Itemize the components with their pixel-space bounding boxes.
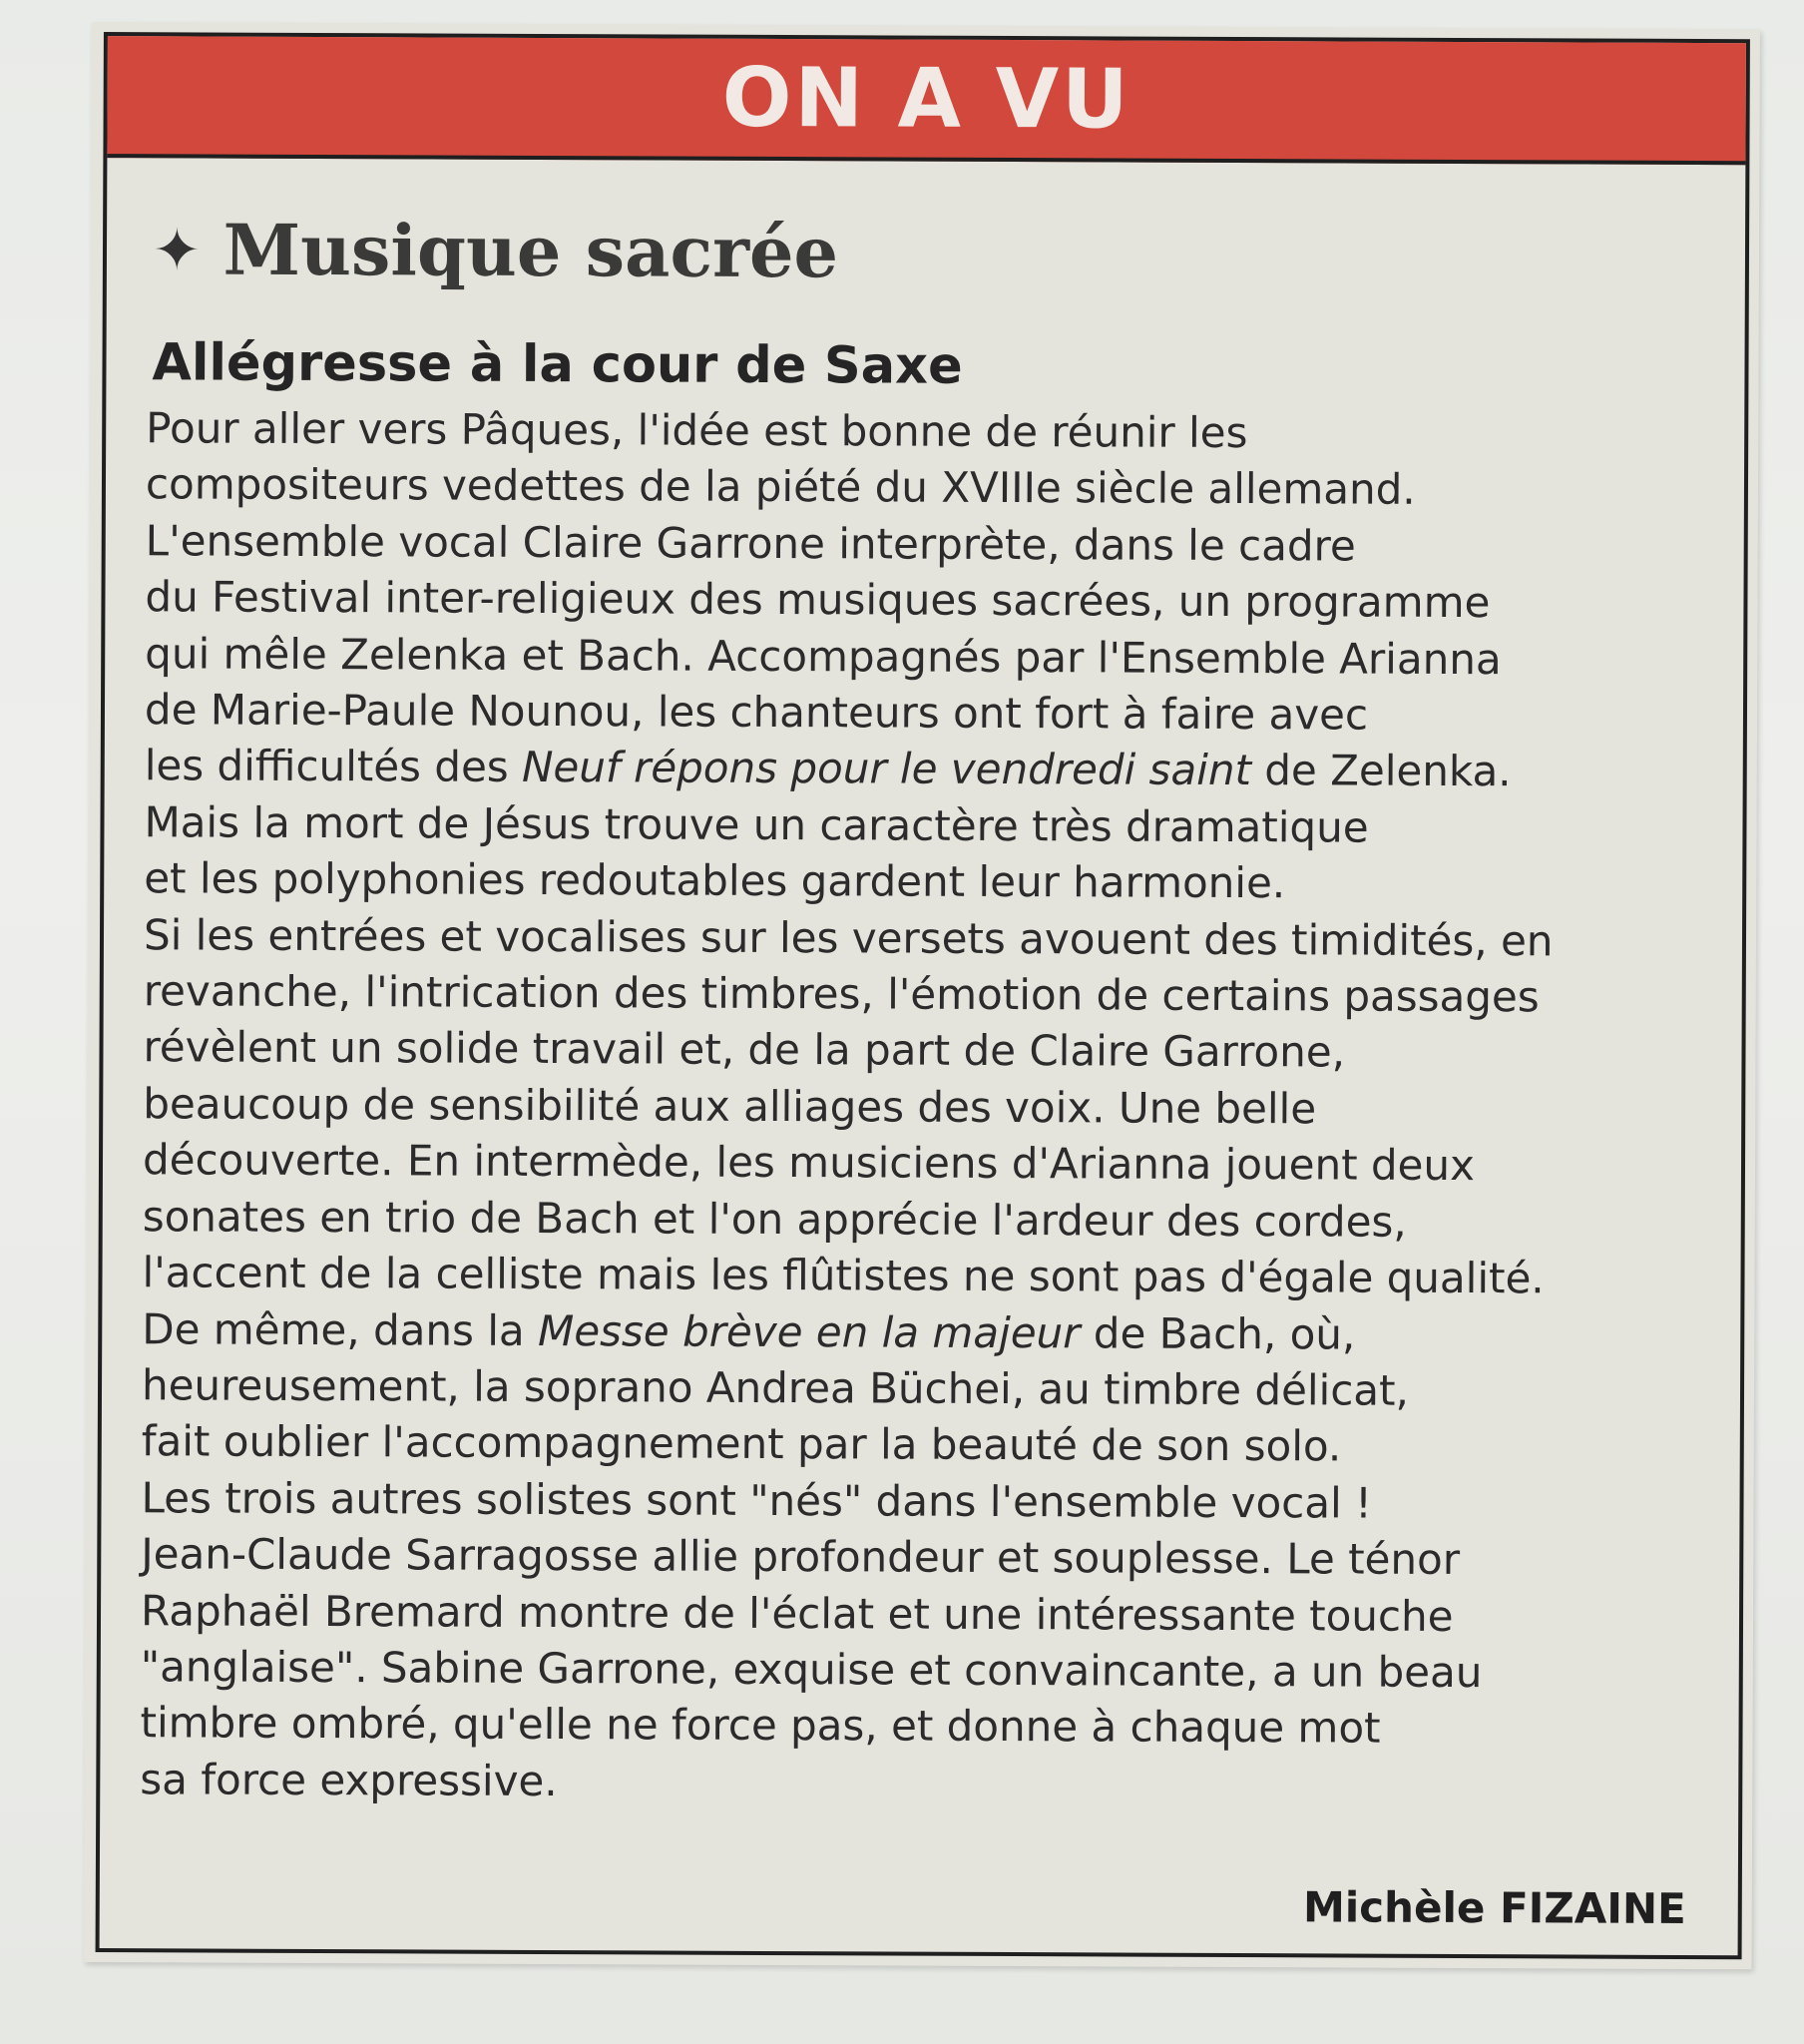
- article-line: L'ensemble vocal Claire Garrone interprète, dans le cadre: [145, 516, 1356, 571]
- article-line: [145, 739, 1751, 801]
- article-line: beaucoup de sensibilité aux alliages des voix. Une belle: [143, 1079, 1317, 1134]
- section-title: ON A VU: [721, 50, 1131, 148]
- article-body: [140, 400, 1752, 1814]
- article-line: qui mêle Zelenka et Bach. Accompagnés par l'Ensemble Arianna: [145, 628, 1502, 684]
- four-pointed-star-icon: ✦: [152, 215, 202, 283]
- article-line: fait oublier l'accompagnement par la beauté de son solo.: [141, 1416, 1342, 1471]
- rubric-heading: [153, 208, 838, 293]
- article-line: [142, 1301, 1748, 1364]
- article-line: revanche, l'intrication des timbres, l'émotion de certains passages: [143, 966, 1540, 1022]
- article-line: et les polyphonies redoutables gardent leur harmonie.: [144, 853, 1286, 908]
- article-line: l'accent de la celliste mais les flûtistes ne sont pas d'égale qualité.: [142, 1248, 1545, 1303]
- article-line: timbre ombré, qu'elle ne force pas, et donne à chaque mot: [140, 1698, 1381, 1753]
- article-line: révèlent un solide travail et, de la part de Claire Garrone,: [143, 1022, 1346, 1077]
- article-line: Les trois autres solistes sont "nés" dans l'ensemble vocal !: [141, 1472, 1373, 1528]
- work-title: Neuf répons pour le vendredi saint: [521, 743, 1252, 795]
- article-author: Michèle FIZAINE: [1302, 1882, 1686, 1933]
- article-line-text: de Zelenka.: [1250, 746, 1512, 796]
- article-line: Mais la mort de Jésus trouve un caractère très dramatique: [144, 797, 1369, 852]
- article-line: Raphaël Bremard montre de l'éclat et une intéressante touche: [140, 1585, 1454, 1641]
- article-line: Pour aller vers Pâques, l'idée est bonne de réunir les: [146, 403, 1248, 458]
- article-frame: [96, 32, 1750, 1959]
- article-line: de Marie-Paule Nounou, les chanteurs ont fort à faire avec: [144, 685, 1369, 740]
- article-line: Jean-Claude Sarragosse allie profondeur et souplesse. Le ténor: [141, 1529, 1461, 1585]
- article-line: découverte. En intermède, les musiciens d'Arianna jouent deux: [142, 1135, 1476, 1191]
- work-title: Messe brève en la majeur: [537, 1305, 1081, 1357]
- article-line: sa force expressive.: [140, 1754, 558, 1805]
- section-banner: [107, 36, 1746, 165]
- article-line: "anglaise". Sabine Garrone, exquise et convaincante, a un beau: [140, 1642, 1483, 1698]
- article-line-text: les difficultés des: [144, 741, 523, 792]
- rubric-title: Musique sacrée: [223, 208, 839, 294]
- article-line: heureusement, la soprano Andrea Büchei, au timbre délicat,: [141, 1360, 1410, 1415]
- article-line: du Festival inter-religieux des musiques sacrées, un programme: [145, 572, 1491, 628]
- article-line-text: De même, dans la: [142, 1303, 539, 1355]
- article-line: Si les entrées et vocalises sur les versets avouent des timidités, en: [143, 909, 1554, 966]
- article-line: compositeurs vedettes de la piété du XVIIIe siècle allemand.: [145, 459, 1416, 515]
- article-headline: Allégresse à la cour de Saxe: [152, 333, 963, 396]
- article-line: sonates en trio de Bach et l'on apprécie l'ardeur des cordes,: [142, 1191, 1407, 1247]
- article-line-text: de Bach, où,: [1080, 1307, 1356, 1359]
- newspaper-clipping: [84, 22, 1760, 1969]
